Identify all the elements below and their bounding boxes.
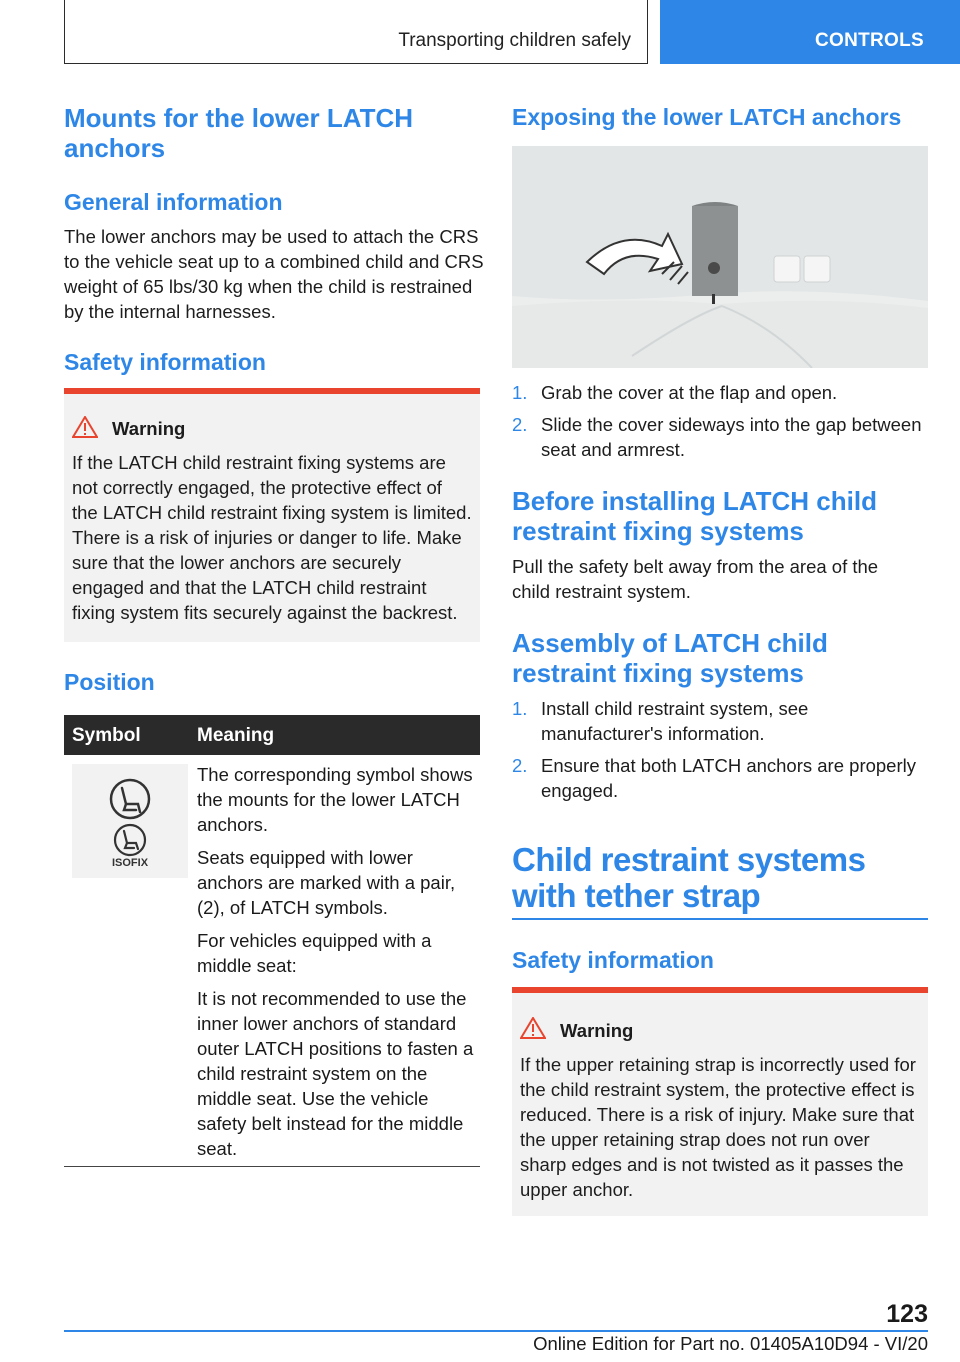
warning-text: If the LATCH child restraint fixing systems are not correctly engaged, the protective effect of the LATCH child restraint fixing system is limited. There is a risk of injuries or danger to life. Make sure that the lower anchors are securely engaged and that the LATCH child restraint fixing system fits securely against the backrest. [72, 452, 472, 623]
position-heading: Position [64, 669, 155, 695]
header-chapter-label: CONTROLS [815, 30, 925, 51]
meaning-para-4: It is not recommended to use the inner lower anchors of standard outer LATCH positions to fasten a child restraint system on the middle seat. Use the vehicle safety belt instead for the middle seat. [197, 988, 474, 1159]
footer-edition: Online Edition for Part no. 01405A10D94 - VI/20 [533, 1333, 928, 1354]
latch-symbol-image [72, 764, 188, 878]
isofix-label: ISOFIX [111, 857, 149, 869]
general-info-text: The lower anchors may be used to attach the CRS to the vehicle seat up to a combined child and CRS weight of 65 lbs/30 kg when the child is restrained by the internal harnesses. [64, 226, 484, 322]
assembly-steps-list [512, 696, 928, 810]
warning-triangle-icon [520, 1017, 546, 1039]
warning-label: Warning [112, 418, 186, 439]
expose-steps-list [512, 380, 928, 469]
before-installing-text: Pull the safety belt away from the area of the child restraint system. [512, 556, 879, 602]
section-title: Mounts for the lower LATCH anchors [64, 103, 414, 163]
table-header [64, 715, 480, 755]
tether-strap-heading: Child restraint systems with tether strap [512, 841, 866, 914]
list-item: 1. Grab the cover at the flap and open. [512, 382, 838, 403]
meaning-para-1: The corresponding symbol shows the mounts for the lower LATCH anchors. [197, 764, 473, 835]
heading-rule [512, 918, 928, 920]
table-col-symbol: Symbol [72, 725, 141, 746]
tether-safety-heading: Safety information [512, 947, 714, 973]
tether-warning-box [512, 987, 928, 1216]
page-number: 123 [886, 1300, 928, 1328]
table-bottom-rule [64, 1166, 480, 1167]
safety-info-heading: Safety information [64, 349, 266, 375]
list-item: 1. Install child restraint system, see manufacturer's information. [512, 698, 809, 744]
meaning-para-2: Seats equipped with lower anchors are marked with a pair, (2), of LATCH symbols. [197, 847, 456, 918]
table-col-meaning: Meaning [197, 725, 275, 746]
warning-box [64, 388, 480, 642]
header-chapter-tab [660, 0, 960, 64]
expose-heading: Exposing the lower LATCH anchors [512, 104, 902, 130]
footer-rule [64, 1330, 928, 1332]
header-section-title: Transporting children safely [398, 30, 631, 51]
header-section-box [64, 0, 648, 64]
warning-label: Warning [560, 1020, 634, 1041]
general-info-heading: General information [64, 189, 283, 215]
list-item: 2. Ensure that both LATCH anchors are properly engaged. [512, 755, 916, 801]
page-header [0, 0, 960, 66]
warning-triangle-icon [72, 416, 98, 438]
seat-illustration-image [512, 146, 928, 368]
assembly-heading: Assembly of LATCH child restraint fixing systems [512, 628, 828, 688]
warning-text: If the upper retaining strap is incorrectly used for the child restraint system, the protective effect is reduced. There is a risk of injury. Make sure that the upper retaining strap does not run over sharp edges and is not twisted as it passes the upper anchor. [520, 1054, 916, 1200]
list-item: 2. Slide the cover sideways into the gap between seat and armrest. [512, 414, 922, 460]
table-meaning-cell [197, 762, 477, 1161]
before-installing-heading: Before installing LATCH child restraint fixing systems [512, 486, 877, 546]
meaning-para-3: For vehicles equipped with a middle seat: [197, 930, 432, 976]
